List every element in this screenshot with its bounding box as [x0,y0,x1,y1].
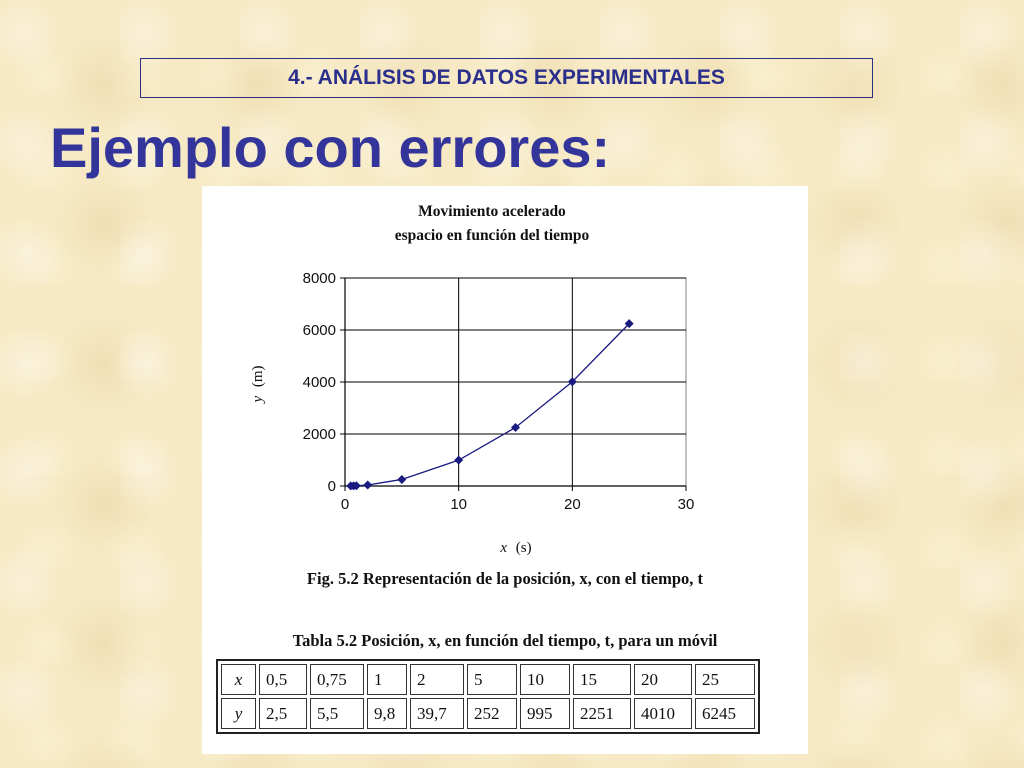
figure-caption: Fig. 5.2 Representación de la posición, x, con el tiempo, t [306,569,704,588]
slide-title: Ejemplo con errores: [50,116,611,179]
table-cell: 39,7 [410,698,464,729]
x-tick-label: 10 [450,496,468,513]
table-cell: 20 [634,664,692,695]
series-trendline [351,324,629,486]
table-cell: 9,8 [367,698,407,729]
x-axis-unit: (s) [515,540,532,556]
data-table [216,659,760,734]
x-tick-label: 0 [340,496,350,513]
table-cell: 2,5 [259,698,307,729]
chart-subtitle: espacio en función del tiempo [394,227,590,244]
data-point [454,456,463,465]
x-tick-label: 30 [677,496,695,513]
table-cell: 0,5 [259,664,307,695]
table-cell: 252 [467,698,517,729]
table-cell: 25 [695,664,755,695]
table-cell: 1 [367,664,407,695]
y-tick-label: 4000 [302,374,336,391]
table-cell: 5,5 [310,698,364,729]
table-cell: 10 [520,664,570,695]
section-header: 4.- ANÁLISIS DE DATOS EXPERIMENTALES [140,58,873,98]
y-tick-label: 8000 [302,270,336,287]
table-row-label: y [221,698,256,729]
y-axis-unit: (m) [250,365,266,388]
chart-title: Movimiento acelerado [418,203,566,220]
table-caption: Tabla 5.2 Posición, x, en función del tiempo, t, para un móvil [292,631,718,650]
x-axis-label [499,540,531,556]
figure-panel [202,186,808,754]
table-cell: 2251 [573,698,631,729]
table-cell: 2 [410,664,464,695]
table-cell: 15 [573,664,631,695]
y-axis-var: y [250,395,266,403]
y-axis-label [250,365,266,404]
y-tick-label: 6000 [302,322,336,339]
data-point [363,480,372,489]
table-cell: 0,75 [310,664,364,695]
y-tick-label: 0 [327,478,336,495]
table-cell: 5 [467,664,517,695]
table-row [221,698,755,729]
table-cell: 995 [520,698,570,729]
y-tick-label: 2000 [302,426,336,443]
data-point [397,475,406,484]
x-tick-label: 20 [563,496,581,513]
table-row [221,664,755,695]
table-cell: 6245 [695,698,755,729]
x-axis-var: x [500,540,508,556]
table-row-label: x [221,664,256,695]
chart [202,186,808,566]
table-cell: 4010 [634,698,692,729]
